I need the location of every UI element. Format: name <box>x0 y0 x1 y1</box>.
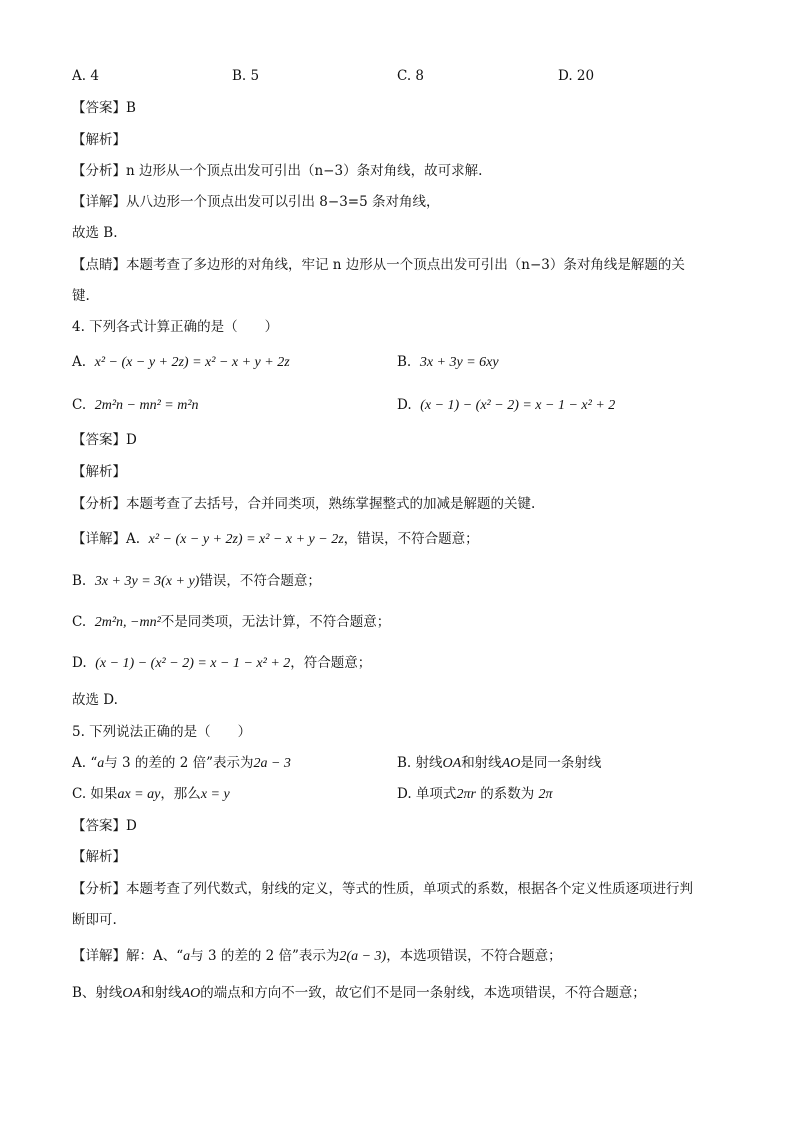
q4-option-b: B. 3x + 3y = 6xy <box>397 354 499 370</box>
q4-option-c: C. 2m²n − mn² = m²n <box>72 397 199 413</box>
q5-option-d: D. 单项式2πr 的系数为 2π <box>397 786 553 802</box>
q5-stem: 5. 下列说法正确的是（ ） <box>72 724 252 740</box>
q5-fenxi: 【分析】本题考查了列代数式，射线的定义，等式的性质，单项式的系数，根据各个定义性质逐项进行判 <box>72 881 693 897</box>
q4-conclusion: 故选 D. <box>72 692 118 708</box>
q4-detail-d: D. (x − 1) − (x² − 2) = x − 1 − x² + 2，符合题意； <box>72 655 372 671</box>
q4-detail-c: C. 2m²n, −mn²不是同类项，无法计算，不符合题意； <box>72 614 391 630</box>
q4-detail-a: 【详解】A. x² − (x − y + 2z) = x² − x + y − 2z，错误，不符合题意； <box>72 531 479 547</box>
q3-option-a: A. 4 <box>72 68 99 84</box>
q4-fenxi: 【分析】本题考查了去括号，合并同类项，熟练掌握整式的加减是解题的关键. <box>72 496 536 512</box>
q4-answer: 【答案】D <box>72 432 137 448</box>
q3-option-d: D. 20 <box>558 68 595 84</box>
q5-answer: 【答案】D <box>72 818 137 834</box>
q5-option-a: A. “a与 3 的差的 2 倍”表示为2a − 3 <box>72 755 291 771</box>
q3-answer: 【答案】B <box>72 100 136 116</box>
q3-detail: 【详解】从八边形一个顶点出发可以引出 8−3=5 条对角线， <box>72 194 440 210</box>
q3-comment-continued: 键. <box>72 288 90 304</box>
q5-option-b: B. 射线OA和射线AO是同一条射线 <box>397 755 602 771</box>
q5-detail-b: B、射线OA和射线AO的端点和方向不一致，故它们不是同一条射线，本选项错误，不符合题意； <box>72 985 646 1001</box>
q3-analysis-heading: 【解析】 <box>72 132 126 148</box>
q5-fenxi-continued: 断即可. <box>72 912 117 928</box>
q4-detail-b: B. 3x + 3y = 3(x + y)错误，不符合题意； <box>72 573 321 589</box>
q5-analysis-heading: 【解析】 <box>72 849 126 865</box>
q4-option-d: D. (x − 1) − (x² − 2) = x − 1 − x² + 2 <box>397 397 616 413</box>
q4-stem: 4. 下列各式计算正确的是（ ） <box>72 319 279 335</box>
q4-analysis-heading: 【解析】 <box>72 464 126 480</box>
q5-option-c: C. 如果ax = ay，那么x = y <box>72 786 230 802</box>
q3-fenxi: 【分析】n 边形从一个顶点出发可引出（n−3）条对角线，故可求解. <box>72 163 483 179</box>
q3-option-b: B. 5 <box>232 68 260 84</box>
q3-conclusion: 故选 B. <box>72 225 118 241</box>
q3-option-c: C. 8 <box>397 68 425 84</box>
q5-detail-a: 【详解】解：A、“a与 3 的差的 2 倍”表示为2(a − 3)，本选项错误，不符合题意； <box>72 948 562 964</box>
q4-option-a: A. x² − (x − y + 2z) = x² − x + y + 2z <box>72 354 290 370</box>
q3-comment: 【点睛】本题考查了多边形的对角线，牢记 n 边形从一个顶点出发可引出（n−3）条对角线是解题的关 <box>72 257 685 273</box>
